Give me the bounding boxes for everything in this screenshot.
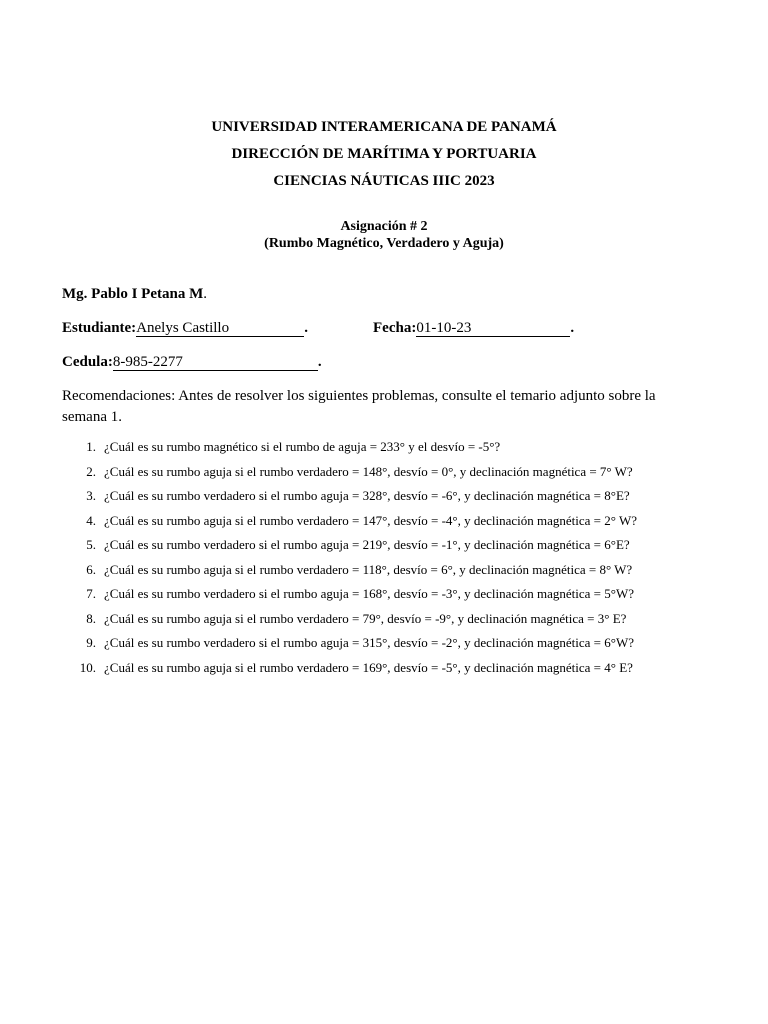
question-number: 9. xyxy=(86,635,96,650)
question-item xyxy=(62,536,702,561)
assignment-topic: (Rumbo Magnético, Verdadero y Aguja) xyxy=(264,236,504,251)
student-value: Anelys Castillo xyxy=(136,321,304,337)
question-number: 2. xyxy=(86,463,96,479)
question-text: ¿Cuál es su rumbo aguja si el rumbo verdadero = 79°, desvío = -9°, y declinación magnética = 3° E? xyxy=(104,610,627,626)
assignment-title: Asignación # 2 xyxy=(340,219,428,234)
question-text: ¿Cuál es su rumbo verdadero si el rumbo aguja = 328°, desvío = -6°, y declinación magnética = 8°E? xyxy=(104,488,630,503)
question-text: ¿Cuál es su rumbo verdadero si el rumbo aguja = 219°, desvío = -1°, y declinación magnética = 6°E? xyxy=(104,537,630,552)
professor-line xyxy=(62,285,207,303)
program-title: CIENCIAS NÁUTICAS IIIC 2023 xyxy=(273,173,495,189)
university-title: UNIVERSIDAD INTERAMERICANA DE PANAMÁ xyxy=(211,119,557,135)
question-number: 1. xyxy=(86,439,96,454)
question-item xyxy=(62,610,702,635)
date-label: Fecha: xyxy=(373,320,417,336)
question-text: ¿Cuál es su rumbo aguja si el rumbo verdadero = 118°, desvío = 6°, y declinación magnética = 8° W? xyxy=(104,561,633,577)
question-text: ¿Cuál es su rumbo aguja si el rumbo verdadero = 169°, desvío = -5°, y declinación magnética = 4° E? xyxy=(104,659,633,675)
question-text: ¿Cuál es su rumbo magnético si el rumbo de aguja = 233° y el desvío = -5°? xyxy=(104,439,501,454)
student-label: Estudiante: xyxy=(62,320,137,336)
question-item xyxy=(62,463,702,488)
id-card-label: Cedula: xyxy=(62,354,113,370)
question-number: 8. xyxy=(86,610,96,626)
direction-title: DIRECCIÓN DE MARÍTIMA Y PORTUARIA xyxy=(231,146,537,162)
id-card-trailing: . xyxy=(317,354,322,370)
question-item xyxy=(62,438,702,463)
question-number: 7. xyxy=(86,586,96,601)
date-value: 01-10-23 xyxy=(416,321,570,337)
date-trailing: . xyxy=(570,320,575,336)
student-line xyxy=(62,319,308,337)
question-number: 3. xyxy=(86,488,96,503)
professor-name: Mg. Pablo I Petana M xyxy=(62,286,204,302)
question-text: ¿Cuál es su rumbo aguja si el rumbo verdadero = 148°, desvío = 0°, y declinación magnética = 7° W? xyxy=(104,463,633,479)
question-item xyxy=(62,634,702,659)
question-item xyxy=(62,512,702,537)
id-card-line xyxy=(62,353,322,371)
professor-trailing: . xyxy=(203,286,207,302)
student-trailing: . xyxy=(304,320,308,336)
id-card-value: 8-985-2277 xyxy=(113,355,318,371)
question-text: ¿Cuál es su rumbo verdadero si el rumbo aguja = 315°, desvío = -2°, y declinación magnética = 6°W? xyxy=(104,635,634,650)
question-text: ¿Cuál es su rumbo verdadero si el rumbo aguja = 168°, desvío = -3°, y declinación magnética = 5°W? xyxy=(104,586,634,601)
question-text: ¿Cuál es su rumbo aguja si el rumbo verdadero = 147°, desvío = -4°, y declinación magnética = 2° W? xyxy=(104,512,638,528)
date-line xyxy=(373,319,574,337)
question-number: 4. xyxy=(86,512,96,528)
question-item xyxy=(62,659,702,684)
question-list xyxy=(62,438,702,683)
question-number: 6. xyxy=(86,561,96,577)
question-number: 5. xyxy=(86,537,96,552)
question-number: 10. xyxy=(79,659,96,675)
question-item xyxy=(62,487,702,512)
question-item xyxy=(62,561,702,586)
recommendation-text: Recomendaciones: Antes de resolver los siguientes problemas, consulte el temario adjunto sobre la semana 1. xyxy=(62,388,656,425)
question-item xyxy=(62,585,702,610)
